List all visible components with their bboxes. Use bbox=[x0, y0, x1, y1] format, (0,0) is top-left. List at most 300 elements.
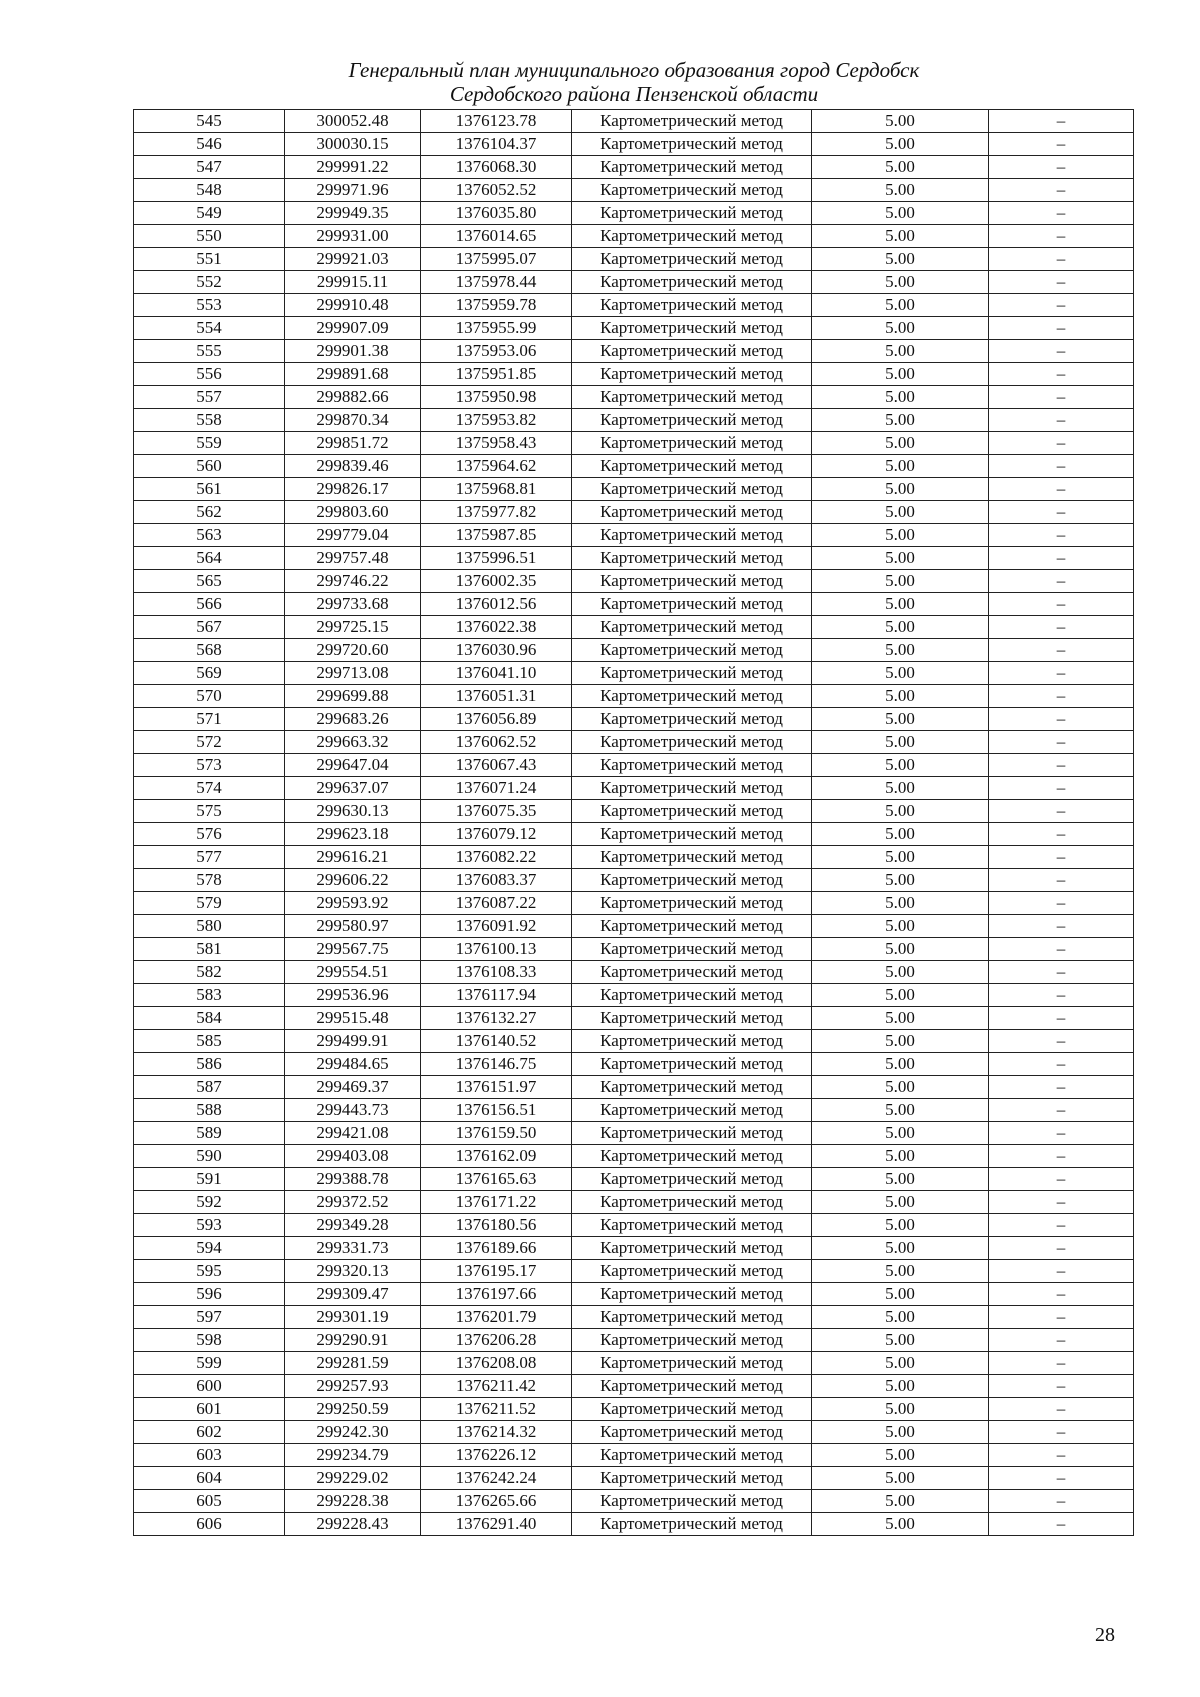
y-coordinate-cell: 1376146.75 bbox=[421, 1053, 572, 1076]
point-number-cell: 547 bbox=[134, 156, 285, 179]
y-coordinate-cell: 1376132.27 bbox=[421, 1007, 572, 1030]
y-coordinate-cell: 1376211.42 bbox=[421, 1375, 572, 1398]
accuracy-cell: 5.00 bbox=[812, 1099, 989, 1122]
note-cell: – bbox=[989, 1444, 1134, 1467]
x-coordinate-cell: 299281.59 bbox=[285, 1352, 421, 1375]
method-cell: Картометрический метод bbox=[572, 202, 812, 225]
x-coordinate-cell: 299907.09 bbox=[285, 317, 421, 340]
method-cell: Картометрический метод bbox=[572, 1099, 812, 1122]
accuracy-cell: 5.00 bbox=[812, 294, 989, 317]
page-number: 28 bbox=[1095, 1624, 1115, 1646]
table-row bbox=[134, 1076, 1134, 1099]
accuracy-cell: 5.00 bbox=[812, 754, 989, 777]
point-number-cell: 556 bbox=[134, 363, 285, 386]
x-coordinate-cell: 299309.47 bbox=[285, 1283, 421, 1306]
method-cell: Картометрический метод bbox=[572, 386, 812, 409]
y-coordinate-cell: 1376165.63 bbox=[421, 1168, 572, 1191]
accuracy-cell: 5.00 bbox=[812, 478, 989, 501]
point-number-cell: 601 bbox=[134, 1398, 285, 1421]
point-number-cell: 570 bbox=[134, 685, 285, 708]
table-row bbox=[134, 248, 1134, 271]
y-coordinate-cell: 1375950.98 bbox=[421, 386, 572, 409]
y-coordinate-cell: 1375959.78 bbox=[421, 294, 572, 317]
method-cell: Картометрический метод bbox=[572, 1513, 812, 1536]
y-coordinate-cell: 1375964.62 bbox=[421, 455, 572, 478]
method-cell: Картометрический метод bbox=[572, 639, 812, 662]
accuracy-cell: 5.00 bbox=[812, 662, 989, 685]
accuracy-cell: 5.00 bbox=[812, 639, 989, 662]
accuracy-cell: 5.00 bbox=[812, 616, 989, 639]
y-coordinate-cell: 1376108.33 bbox=[421, 961, 572, 984]
accuracy-cell: 5.00 bbox=[812, 1237, 989, 1260]
x-coordinate-cell: 299499.91 bbox=[285, 1030, 421, 1053]
method-cell: Картометрический метод bbox=[572, 1329, 812, 1352]
point-number-cell: 563 bbox=[134, 524, 285, 547]
table-row bbox=[134, 685, 1134, 708]
y-coordinate-cell: 1375958.43 bbox=[421, 432, 572, 455]
note-cell: – bbox=[989, 1490, 1134, 1513]
note-cell: – bbox=[989, 1099, 1134, 1122]
accuracy-cell: 5.00 bbox=[812, 800, 989, 823]
method-cell: Картометрический метод bbox=[572, 662, 812, 685]
point-number-cell: 545 bbox=[134, 110, 285, 133]
method-cell: Картометрический метод bbox=[572, 340, 812, 363]
method-cell: Картометрический метод bbox=[572, 915, 812, 938]
table-row bbox=[134, 570, 1134, 593]
accuracy-cell: 5.00 bbox=[812, 248, 989, 271]
method-cell: Картометрический метод bbox=[572, 869, 812, 892]
point-number-cell: 572 bbox=[134, 731, 285, 754]
point-number-cell: 606 bbox=[134, 1513, 285, 1536]
accuracy-cell: 5.00 bbox=[812, 1421, 989, 1444]
header-title-line2: Сердобского района Пензенской области bbox=[449, 82, 819, 106]
point-number-cell: 565 bbox=[134, 570, 285, 593]
point-number-cell: 579 bbox=[134, 892, 285, 915]
y-coordinate-cell: 1376104.37 bbox=[421, 133, 572, 156]
accuracy-cell: 5.00 bbox=[812, 202, 989, 225]
point-number-cell: 583 bbox=[134, 984, 285, 1007]
x-coordinate-cell: 299757.48 bbox=[285, 547, 421, 570]
y-coordinate-cell: 1376171.22 bbox=[421, 1191, 572, 1214]
x-coordinate-cell: 299229.02 bbox=[285, 1467, 421, 1490]
table-row bbox=[134, 869, 1134, 892]
table-row bbox=[134, 846, 1134, 869]
x-coordinate-cell: 299257.93 bbox=[285, 1375, 421, 1398]
point-number-cell: 561 bbox=[134, 478, 285, 501]
accuracy-cell: 5.00 bbox=[812, 1191, 989, 1214]
point-number-cell: 559 bbox=[134, 432, 285, 455]
header-title-line1: Генеральный план муниципального образования город Сердобск bbox=[348, 58, 920, 82]
x-coordinate-cell: 299234.79 bbox=[285, 1444, 421, 1467]
y-coordinate-cell: 1376014.65 bbox=[421, 225, 572, 248]
method-cell: Картометрический метод bbox=[572, 1421, 812, 1444]
table-row bbox=[134, 1145, 1134, 1168]
note-cell: – bbox=[989, 1053, 1134, 1076]
method-cell: Картометрический метод bbox=[572, 547, 812, 570]
y-coordinate-cell: 1376056.89 bbox=[421, 708, 572, 731]
accuracy-cell: 5.00 bbox=[812, 133, 989, 156]
x-coordinate-cell: 299971.96 bbox=[285, 179, 421, 202]
x-coordinate-cell: 299647.04 bbox=[285, 754, 421, 777]
accuracy-cell: 5.00 bbox=[812, 984, 989, 1007]
method-cell: Картометрический метод bbox=[572, 1260, 812, 1283]
accuracy-cell: 5.00 bbox=[812, 1513, 989, 1536]
y-coordinate-cell: 1376067.43 bbox=[421, 754, 572, 777]
table-row bbox=[134, 1490, 1134, 1513]
y-coordinate-cell: 1376100.13 bbox=[421, 938, 572, 961]
point-number-cell: 581 bbox=[134, 938, 285, 961]
table-row bbox=[134, 225, 1134, 248]
x-coordinate-cell: 299882.66 bbox=[285, 386, 421, 409]
x-coordinate-cell: 299228.38 bbox=[285, 1490, 421, 1513]
method-cell: Картометрический метод bbox=[572, 1076, 812, 1099]
accuracy-cell: 5.00 bbox=[812, 501, 989, 524]
y-coordinate-cell: 1375996.51 bbox=[421, 547, 572, 570]
y-coordinate-cell: 1376242.24 bbox=[421, 1467, 572, 1490]
method-cell: Картометрический метод bbox=[572, 432, 812, 455]
method-cell: Картометрический метод bbox=[572, 363, 812, 386]
x-coordinate-cell: 299242.30 bbox=[285, 1421, 421, 1444]
point-number-cell: 605 bbox=[134, 1490, 285, 1513]
accuracy-cell: 5.00 bbox=[812, 846, 989, 869]
y-coordinate-cell: 1376201.79 bbox=[421, 1306, 572, 1329]
y-coordinate-cell: 1376195.17 bbox=[421, 1260, 572, 1283]
y-coordinate-cell: 1375951.85 bbox=[421, 363, 572, 386]
y-coordinate-cell: 1375968.81 bbox=[421, 478, 572, 501]
note-cell: – bbox=[989, 1168, 1134, 1191]
note-cell: – bbox=[989, 501, 1134, 524]
point-number-cell: 578 bbox=[134, 869, 285, 892]
accuracy-cell: 5.00 bbox=[812, 409, 989, 432]
note-cell: – bbox=[989, 1352, 1134, 1375]
table-row bbox=[134, 823, 1134, 846]
y-coordinate-cell: 1376071.24 bbox=[421, 777, 572, 800]
accuracy-cell: 5.00 bbox=[812, 1122, 989, 1145]
y-coordinate-cell: 1376075.35 bbox=[421, 800, 572, 823]
point-number-cell: 549 bbox=[134, 202, 285, 225]
accuracy-cell: 5.00 bbox=[812, 110, 989, 133]
table-row bbox=[134, 1329, 1134, 1352]
table-row bbox=[134, 1122, 1134, 1145]
table-row bbox=[134, 1306, 1134, 1329]
x-coordinate-cell: 299713.08 bbox=[285, 662, 421, 685]
y-coordinate-cell: 1376079.12 bbox=[421, 823, 572, 846]
note-cell: – bbox=[989, 432, 1134, 455]
x-coordinate-cell: 299372.52 bbox=[285, 1191, 421, 1214]
table-row bbox=[134, 432, 1134, 455]
y-coordinate-cell: 1376012.56 bbox=[421, 593, 572, 616]
accuracy-cell: 5.00 bbox=[812, 1145, 989, 1168]
accuracy-cell: 5.00 bbox=[812, 1007, 989, 1030]
note-cell: – bbox=[989, 1375, 1134, 1398]
table-row bbox=[134, 1237, 1134, 1260]
point-number-cell: 566 bbox=[134, 593, 285, 616]
note-cell: – bbox=[989, 869, 1134, 892]
point-number-cell: 557 bbox=[134, 386, 285, 409]
document-header bbox=[0, 58, 1200, 106]
point-number-cell: 600 bbox=[134, 1375, 285, 1398]
table-row bbox=[134, 961, 1134, 984]
x-coordinate-cell: 299991.22 bbox=[285, 156, 421, 179]
x-coordinate-cell: 299839.46 bbox=[285, 455, 421, 478]
y-coordinate-cell: 1375987.85 bbox=[421, 524, 572, 547]
method-cell: Картометрический метод bbox=[572, 294, 812, 317]
y-coordinate-cell: 1376117.94 bbox=[421, 984, 572, 1007]
note-cell: – bbox=[989, 892, 1134, 915]
x-coordinate-cell: 299580.97 bbox=[285, 915, 421, 938]
y-coordinate-cell: 1376052.52 bbox=[421, 179, 572, 202]
method-cell: Картометрический метод bbox=[572, 777, 812, 800]
accuracy-cell: 5.00 bbox=[812, 1306, 989, 1329]
note-cell: – bbox=[989, 271, 1134, 294]
note-cell: – bbox=[989, 777, 1134, 800]
y-coordinate-cell: 1376159.50 bbox=[421, 1122, 572, 1145]
accuracy-cell: 5.00 bbox=[812, 547, 989, 570]
accuracy-cell: 5.00 bbox=[812, 1168, 989, 1191]
table-row bbox=[134, 1513, 1134, 1536]
y-coordinate-cell: 1376091.92 bbox=[421, 915, 572, 938]
x-coordinate-cell: 299921.03 bbox=[285, 248, 421, 271]
method-cell: Картометрический метод bbox=[572, 524, 812, 547]
x-coordinate-cell: 299630.13 bbox=[285, 800, 421, 823]
point-number-cell: 591 bbox=[134, 1168, 285, 1191]
method-cell: Картометрический метод bbox=[572, 501, 812, 524]
accuracy-cell: 5.00 bbox=[812, 731, 989, 754]
table-row bbox=[134, 800, 1134, 823]
point-number-cell: 597 bbox=[134, 1306, 285, 1329]
x-coordinate-cell: 299910.48 bbox=[285, 294, 421, 317]
accuracy-cell: 5.00 bbox=[812, 1329, 989, 1352]
method-cell: Картометрический метод bbox=[572, 1168, 812, 1191]
method-cell: Картометрический метод bbox=[572, 271, 812, 294]
point-number-cell: 568 bbox=[134, 639, 285, 662]
y-coordinate-cell: 1375955.99 bbox=[421, 317, 572, 340]
point-number-cell: 552 bbox=[134, 271, 285, 294]
table-row bbox=[134, 1168, 1134, 1191]
x-coordinate-cell: 299720.60 bbox=[285, 639, 421, 662]
table-row bbox=[134, 455, 1134, 478]
table-row bbox=[134, 501, 1134, 524]
note-cell: – bbox=[989, 110, 1134, 133]
method-cell: Картометрический метод bbox=[572, 800, 812, 823]
y-coordinate-cell: 1376265.66 bbox=[421, 1490, 572, 1513]
method-cell: Картометрический метод bbox=[572, 133, 812, 156]
x-coordinate-cell: 299699.88 bbox=[285, 685, 421, 708]
x-coordinate-cell: 299290.91 bbox=[285, 1329, 421, 1352]
note-cell: – bbox=[989, 524, 1134, 547]
y-coordinate-cell: 1376180.56 bbox=[421, 1214, 572, 1237]
accuracy-cell: 5.00 bbox=[812, 708, 989, 731]
point-number-cell: 558 bbox=[134, 409, 285, 432]
point-number-cell: 575 bbox=[134, 800, 285, 823]
y-coordinate-cell: 1376035.80 bbox=[421, 202, 572, 225]
point-number-cell: 553 bbox=[134, 294, 285, 317]
method-cell: Картометрический метод bbox=[572, 1444, 812, 1467]
point-number-cell: 596 bbox=[134, 1283, 285, 1306]
table-row bbox=[134, 915, 1134, 938]
note-cell: – bbox=[989, 1122, 1134, 1145]
point-number-cell: 585 bbox=[134, 1030, 285, 1053]
method-cell: Картометрический метод bbox=[572, 1214, 812, 1237]
note-cell: – bbox=[989, 1306, 1134, 1329]
point-number-cell: 577 bbox=[134, 846, 285, 869]
accuracy-cell: 5.00 bbox=[812, 524, 989, 547]
y-coordinate-cell: 1376083.37 bbox=[421, 869, 572, 892]
table-row bbox=[134, 1352, 1134, 1375]
point-number-cell: 546 bbox=[134, 133, 285, 156]
point-number-cell: 550 bbox=[134, 225, 285, 248]
table-row bbox=[134, 317, 1134, 340]
table-row bbox=[134, 1214, 1134, 1237]
point-number-cell: 590 bbox=[134, 1145, 285, 1168]
note-cell: – bbox=[989, 915, 1134, 938]
method-cell: Картометрический метод bbox=[572, 1053, 812, 1076]
note-cell: – bbox=[989, 340, 1134, 363]
method-cell: Картометрический метод bbox=[572, 731, 812, 754]
y-coordinate-cell: 1376162.09 bbox=[421, 1145, 572, 1168]
point-number-cell: 587 bbox=[134, 1076, 285, 1099]
method-cell: Картометрический метод bbox=[572, 1237, 812, 1260]
x-coordinate-cell: 299733.68 bbox=[285, 593, 421, 616]
point-number-cell: 571 bbox=[134, 708, 285, 731]
point-number-cell: 560 bbox=[134, 455, 285, 478]
table-row bbox=[134, 1030, 1134, 1053]
method-cell: Картометрический метод bbox=[572, 1030, 812, 1053]
x-coordinate-cell: 299320.13 bbox=[285, 1260, 421, 1283]
x-coordinate-cell: 299826.17 bbox=[285, 478, 421, 501]
accuracy-cell: 5.00 bbox=[812, 156, 989, 179]
y-coordinate-cell: 1376002.35 bbox=[421, 570, 572, 593]
point-number-cell: 604 bbox=[134, 1467, 285, 1490]
note-cell: – bbox=[989, 1467, 1134, 1490]
x-coordinate-cell: 299915.11 bbox=[285, 271, 421, 294]
x-coordinate-cell: 299421.08 bbox=[285, 1122, 421, 1145]
accuracy-cell: 5.00 bbox=[812, 961, 989, 984]
accuracy-cell: 5.00 bbox=[812, 1490, 989, 1513]
table-row bbox=[134, 547, 1134, 570]
method-cell: Картометрический метод bbox=[572, 892, 812, 915]
note-cell: – bbox=[989, 823, 1134, 846]
point-number-cell: 592 bbox=[134, 1191, 285, 1214]
y-coordinate-cell: 1376214.32 bbox=[421, 1421, 572, 1444]
note-cell: – bbox=[989, 1329, 1134, 1352]
table-row bbox=[134, 179, 1134, 202]
point-number-cell: 574 bbox=[134, 777, 285, 800]
point-number-cell: 594 bbox=[134, 1237, 285, 1260]
x-coordinate-cell: 299567.75 bbox=[285, 938, 421, 961]
note-cell: – bbox=[989, 984, 1134, 1007]
accuracy-cell: 5.00 bbox=[812, 1030, 989, 1053]
table-row bbox=[134, 1467, 1134, 1490]
table-row bbox=[134, 892, 1134, 915]
table-row bbox=[134, 202, 1134, 225]
x-coordinate-cell: 299803.60 bbox=[285, 501, 421, 524]
note-cell: – bbox=[989, 639, 1134, 662]
accuracy-cell: 5.00 bbox=[812, 432, 989, 455]
method-cell: Картометрический метод bbox=[572, 110, 812, 133]
note-cell: – bbox=[989, 1513, 1134, 1536]
y-coordinate-cell: 1376189.66 bbox=[421, 1237, 572, 1260]
x-coordinate-cell: 299663.32 bbox=[285, 731, 421, 754]
point-number-cell: 555 bbox=[134, 340, 285, 363]
note-cell: – bbox=[989, 1237, 1134, 1260]
accuracy-cell: 5.00 bbox=[812, 225, 989, 248]
point-number-cell: 554 bbox=[134, 317, 285, 340]
table-row bbox=[134, 294, 1134, 317]
table-row bbox=[134, 1099, 1134, 1122]
y-coordinate-cell: 1376156.51 bbox=[421, 1099, 572, 1122]
note-cell: – bbox=[989, 1007, 1134, 1030]
accuracy-cell: 5.00 bbox=[812, 1214, 989, 1237]
point-number-cell: 567 bbox=[134, 616, 285, 639]
note-cell: – bbox=[989, 961, 1134, 984]
note-cell: – bbox=[989, 800, 1134, 823]
accuracy-cell: 5.00 bbox=[812, 570, 989, 593]
point-number-cell: 584 bbox=[134, 1007, 285, 1030]
x-coordinate-cell: 299349.28 bbox=[285, 1214, 421, 1237]
table-row bbox=[134, 777, 1134, 800]
note-cell: – bbox=[989, 1145, 1134, 1168]
note-cell: – bbox=[989, 938, 1134, 961]
accuracy-cell: 5.00 bbox=[812, 1444, 989, 1467]
point-number-cell: 564 bbox=[134, 547, 285, 570]
accuracy-cell: 5.00 bbox=[812, 1467, 989, 1490]
note-cell: – bbox=[989, 1191, 1134, 1214]
y-coordinate-cell: 1376041.10 bbox=[421, 662, 572, 685]
y-coordinate-cell: 1375978.44 bbox=[421, 271, 572, 294]
table-row bbox=[134, 1053, 1134, 1076]
point-number-cell: 580 bbox=[134, 915, 285, 938]
note-cell: – bbox=[989, 202, 1134, 225]
point-number-cell: 603 bbox=[134, 1444, 285, 1467]
y-coordinate-cell: 1376030.96 bbox=[421, 639, 572, 662]
note-cell: – bbox=[989, 179, 1134, 202]
y-coordinate-cell: 1375995.07 bbox=[421, 248, 572, 271]
note-cell: – bbox=[989, 754, 1134, 777]
method-cell: Картометрический метод bbox=[572, 1007, 812, 1030]
note-cell: – bbox=[989, 225, 1134, 248]
note-cell: – bbox=[989, 1214, 1134, 1237]
method-cell: Картометрический метод bbox=[572, 455, 812, 478]
method-cell: Картометрический метод bbox=[572, 846, 812, 869]
note-cell: – bbox=[989, 317, 1134, 340]
note-cell: – bbox=[989, 547, 1134, 570]
method-cell: Картометрический метод bbox=[572, 156, 812, 179]
y-coordinate-cell: 1376197.66 bbox=[421, 1283, 572, 1306]
x-coordinate-cell: 299637.07 bbox=[285, 777, 421, 800]
x-coordinate-cell: 300030.15 bbox=[285, 133, 421, 156]
accuracy-cell: 5.00 bbox=[812, 685, 989, 708]
note-cell: – bbox=[989, 1076, 1134, 1099]
point-number-cell: 599 bbox=[134, 1352, 285, 1375]
method-cell: Картометрический метод bbox=[572, 570, 812, 593]
method-cell: Картометрический метод bbox=[572, 1283, 812, 1306]
table-row bbox=[134, 340, 1134, 363]
y-coordinate-cell: 1376226.12 bbox=[421, 1444, 572, 1467]
method-cell: Картометрический метод bbox=[572, 1490, 812, 1513]
table-row bbox=[134, 593, 1134, 616]
note-cell: – bbox=[989, 708, 1134, 731]
y-coordinate-cell: 1375953.06 bbox=[421, 340, 572, 363]
y-coordinate-cell: 1376291.40 bbox=[421, 1513, 572, 1536]
method-cell: Картометрический метод bbox=[572, 616, 812, 639]
note-cell: – bbox=[989, 1283, 1134, 1306]
note-cell: – bbox=[989, 478, 1134, 501]
x-coordinate-cell: 299554.51 bbox=[285, 961, 421, 984]
accuracy-cell: 5.00 bbox=[812, 1398, 989, 1421]
x-coordinate-cell: 299725.15 bbox=[285, 616, 421, 639]
accuracy-cell: 5.00 bbox=[812, 1260, 989, 1283]
